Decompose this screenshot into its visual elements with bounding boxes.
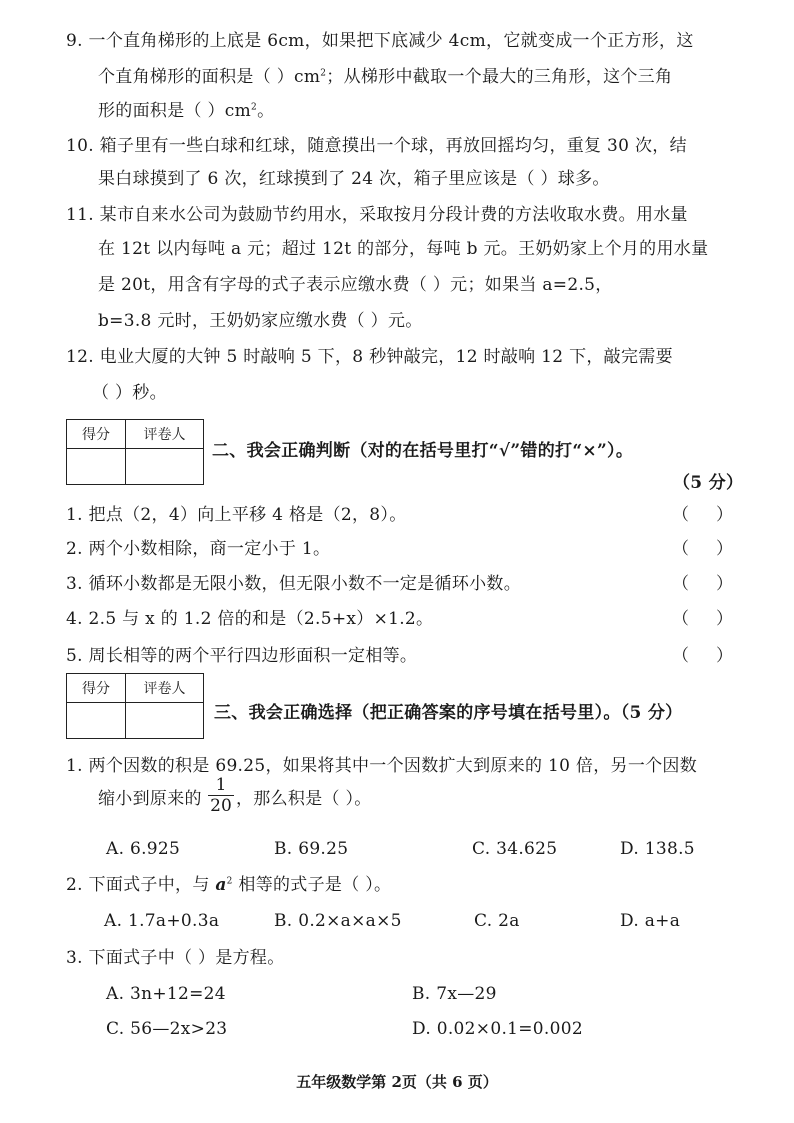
q9-line3-text-a: 形的面积是（ ）cm — [98, 101, 252, 121]
q9-line2-text-a: 个直角梯形的面积是（ ）cm — [98, 67, 321, 87]
section2-points: （5 分） — [673, 473, 744, 493]
q12-line2: （ ）秒。 — [92, 383, 167, 403]
choice-q2-option-b[interactable]: B. 0.2×a×a×5 — [274, 911, 402, 931]
grader-box-section3 — [66, 673, 204, 739]
choice-q3-option-c[interactable]: C. 56—2x>23 — [106, 1019, 228, 1039]
choice-q1-line2b: ，那么积是（ ）。 — [236, 789, 372, 809]
choice-q2-stem-a: 2. 下面式子中，与 — [66, 875, 216, 895]
q11-line2: 在 12t 以内每吨 a 元；超过 12t 的部分，每吨 b 元。王奶奶家上个月的用水量 — [98, 239, 709, 259]
choice-q1-option-a[interactable]: A. 6.925 — [106, 839, 181, 859]
score-label: 得分 — [67, 674, 126, 703]
q9-line3-text-b: 。 — [257, 101, 275, 121]
choice-q2-option-a[interactable]: A. 1.7a+0.3a — [104, 911, 220, 931]
judge-item-5: 5. 周长相等的两个平行四边形面积一定相等。 — [66, 646, 418, 666]
judge-item-1: 1. 把点（2，4）向上平移 4 格是（2，8）。 — [66, 505, 407, 525]
judge-item-2: 2. 两个小数相除，商一定小于 1。 — [66, 539, 331, 559]
choice-q1-option-b[interactable]: B. 69.25 — [274, 839, 349, 859]
choice-q3-option-b[interactable]: B. 7x—29 — [412, 984, 497, 1004]
q10-line2: 果白球摸到了 6 次，红球摸到了 24 次，箱子里应该是（ ）球多。 — [98, 169, 610, 189]
q9-line3 — [98, 100, 274, 122]
choice-q3-stem: 3. 下面式子中（ ）是方程。 — [66, 948, 285, 968]
choice-q2-option-d[interactable]: D. a+a — [620, 911, 681, 931]
judge-answer-3[interactable]: （ ） — [672, 574, 734, 594]
q11-line1: 11. 某市自来水公司为鼓励节约用水，采取按月分段计费的方法收取水费。用水量 — [66, 205, 688, 225]
page-footer: 五年级数学第 2页（共 6 页） — [296, 1073, 498, 1091]
judge-answer-5[interactable]: （ ） — [672, 646, 734, 666]
judge-answer-2[interactable]: （ ） — [672, 539, 734, 559]
q11-line3: 是 20t，用含有字母的式子表示应缴水费（ ）元；如果当 a=2.5， — [98, 275, 613, 295]
grader-box-section2 — [66, 419, 204, 485]
choice-q2-sup: 2 — [226, 876, 233, 887]
q11-line4: b=3.8 元时，王奶奶家应缴水费（ ）元。 — [98, 311, 423, 331]
score-cell[interactable] — [67, 449, 126, 485]
choice-q1-option-c[interactable]: C. 34.625 — [472, 839, 558, 859]
q9-line3-sup: 2 — [251, 102, 258, 113]
judge-answer-1[interactable]: （ ） — [672, 505, 734, 525]
choice-q3-option-a[interactable]: A. 3n+12=24 — [106, 984, 226, 1004]
q10-line1: 10. 箱子里有一些白球和红球，随意摸出一个球，再放回摇均匀，重复 30 次，结 — [66, 136, 687, 156]
fraction-one-twentieth — [208, 775, 234, 816]
choice-q2-var: a — [215, 875, 227, 895]
reviewer-cell[interactable] — [126, 703, 204, 739]
q12-line1: 12. 电业大厦的大钟 5 时敲响 5 下，8 秒钟敲完，12 时敲响 12 下，敲完需要 — [66, 347, 673, 367]
choice-q3-option-d[interactable]: D. 0.02×0.1=0.002 — [412, 1019, 583, 1039]
choice-q1-line1: 1. 两个因数的积是 69.25，如果将其中一个因数扩大到原来的 10 倍，另一个因数 — [66, 756, 698, 776]
section2-title: 二、我会正确判断（对的在括号里打“√”错的打“×”）。 — [212, 441, 634, 461]
q9-line2-sup: 2 — [320, 68, 327, 79]
judge-item-4: 4. 2.5 与 x 的 1.2 倍的和是（2.5+x）×1.2。 — [66, 609, 434, 629]
choice-q2-stem — [66, 874, 391, 896]
fraction-numerator: 1 — [215, 775, 227, 795]
fraction-denominator: 20 — [208, 795, 234, 816]
reviewer-label: 评卷人 — [126, 674, 204, 703]
score-label: 得分 — [67, 420, 126, 449]
reviewer-label: 评卷人 — [126, 420, 204, 449]
q9-line2 — [98, 66, 672, 88]
reviewer-cell[interactable] — [126, 449, 204, 485]
q9-line1: 9. 一个直角梯形的上底是 6cm，如果把下底减少 4cm，它就变成一个正方形，这 — [66, 31, 694, 51]
choice-q1-line2a: 缩小到原来的 — [98, 789, 202, 809]
choice-q2-option-c[interactable]: C. 2a — [474, 911, 520, 931]
judge-answer-4[interactable]: （ ） — [672, 609, 734, 629]
section3-title: 三、我会正确选择（把正确答案的序号填在括号里）。（5 分） — [214, 703, 683, 723]
judge-item-3: 3. 循环小数都是无限小数，但无限小数不一定是循环小数。 — [66, 574, 522, 594]
choice-q1-option-d[interactable]: D. 138.5 — [620, 839, 695, 859]
score-cell[interactable] — [67, 703, 126, 739]
q9-line2-text-b: ；从梯形中截取一个最大的三角形，这个三角 — [326, 67, 673, 87]
choice-q2-stem-b: 相等的式子是（ ）。 — [232, 875, 392, 895]
